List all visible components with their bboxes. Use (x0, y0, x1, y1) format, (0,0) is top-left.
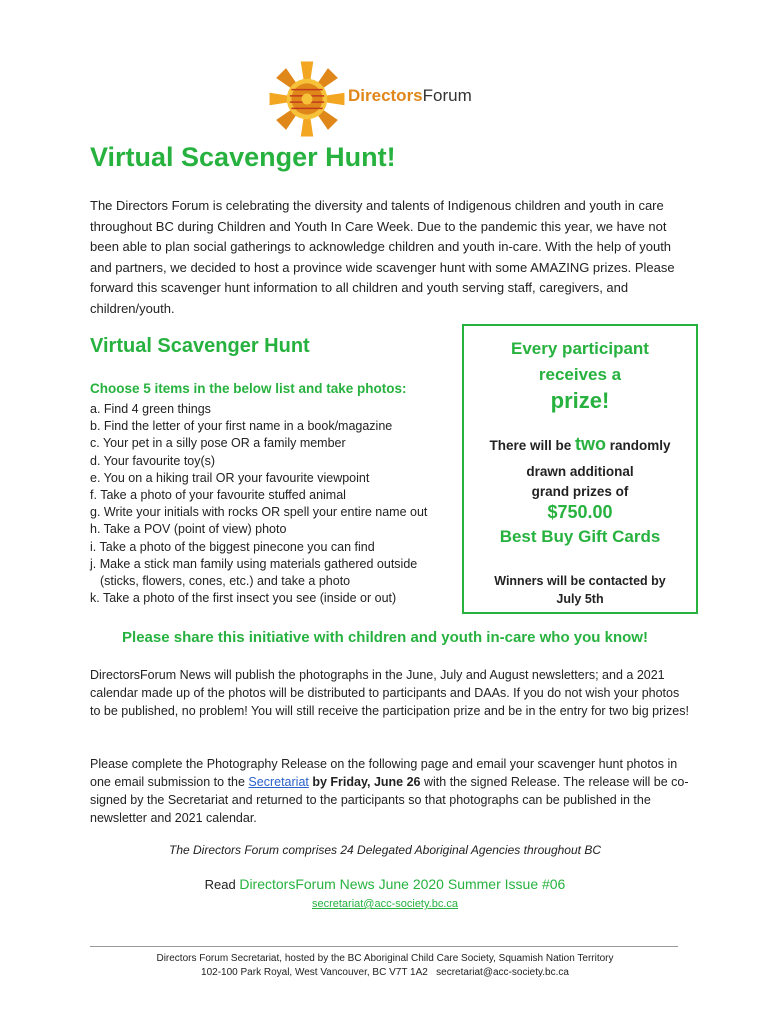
agencies-note: The Directors Forum comprises 24 Delegated Aboriginal Agencies throughout BC (169, 843, 601, 857)
list-item: k. Take a photo of the first insect you see (inside or out) (90, 591, 397, 606)
hunt-heading: Virtual Scavenger Hunt (90, 335, 310, 357)
list-item: h. Take a POV (point of view) photo (90, 522, 287, 537)
secretariat-link[interactable]: Secretariat (248, 775, 309, 789)
footer (0, 952, 770, 980)
footer-line-2: 102-100 Park Royal, West Vancouver, BC V7T 1A2 secretariat@acc-society.bc.ca (201, 967, 569, 978)
prize-intro: Every participant receives a (511, 339, 649, 384)
list-item: g. Write your initials with rocks OR spell your entire name out (90, 505, 428, 520)
prize-callout-box (462, 324, 698, 614)
email-line (0, 898, 770, 910)
gift-card-label: Best Buy Gift Cards (499, 527, 661, 546)
page-title: Virtual Scavenger Hunt! (90, 142, 396, 172)
winners-notice: Winners will be contacted by July 5th (494, 574, 666, 606)
prize-amount: $750.00 (547, 502, 613, 522)
prize-word: prize! (550, 388, 610, 413)
list-item: f. Take a photo of your favourite stuffed animal (90, 488, 346, 503)
list-item: j. Make a stick man family using materials gathered outside (90, 556, 418, 571)
logo-wordmark (348, 86, 472, 106)
list-item-continuation: (sticks, flowers, cones, etc.) and take a photo (100, 574, 351, 589)
share-heading: Please share this initiative with children and youth in-care who you know! (122, 629, 648, 646)
list-item: a. Find 4 green things (90, 402, 211, 416)
sun-star-logo-icon (268, 60, 346, 138)
read-newsletter-line: Read DirectorsForum News June 2020 Summer Issue #06 (204, 876, 566, 892)
newsletter-paragraph: DirectorsForum News will publish the photographs in the June, July and August newsletters; and a 2021 calendar made up of the photos will be distributed to participants and DAAs. If you do not wish your photos to be published, no problem! You will still receive the participation prize and be in the entry for two big prizes! (90, 668, 689, 718)
grand-prize-count: There will be two randomly (489, 434, 671, 454)
logo-brand-rest: Forum (422, 86, 472, 105)
directors-forum-logo (268, 60, 508, 140)
list-item: c. Your pet in a silly pose OR a family member (90, 436, 346, 451)
newsletter-link[interactable]: DirectorsForum News June 2020 Summer Issue #06 (239, 876, 566, 892)
scavenger-item-list (90, 401, 460, 607)
list-item: e. You on a hiking trail OR your favourite viewpoint (90, 470, 370, 485)
grand-prize-description: drawn additional grand prizes of (526, 464, 634, 499)
footer-line-1: Directors Forum Secretariat, hosted by the BC Aboriginal Child Care Society, Squamish Nation Territory (156, 953, 614, 964)
deadline-text: by Friday, June 26 (312, 775, 421, 789)
logo-brand-bold: Directors (348, 86, 423, 105)
email-link[interactable]: secretariat@acc-society.bc.ca (311, 898, 459, 910)
list-item: i. Take a photo of the biggest pinecone you can find (90, 539, 375, 554)
footer-divider (90, 946, 678, 947)
release-paragraph: Please complete the Photography Release on the following page and email your scavenger hunt photos in one email submission to the Secretariat by Friday, June 26 with the signed Release. The release will be co-signed by the Secretariat and returned to the participants so that photographs can be published in the newsletter and 2021 calendar. (90, 757, 689, 825)
list-item: d. Your favourite toy(s) (90, 453, 216, 468)
list-item: b. Find the letter of your first name in a book/magazine (90, 419, 393, 434)
choose-instruction: Choose 5 items in the below list and take photos: (90, 381, 407, 396)
intro-paragraph: The Directors Forum is celebrating the diversity and talents of Indigenous children and youth in care throughout BC during Children and Youth In Care Week. Due to the pandemic this year, we have not been able to plan social gatherings to acknowledge children and youth in-care. With the help of youth and partners, we decided to host a province wide scavenger hunt with some AMAZING prizes. Please forward this scavenger hunt information to all children and youth serving staff, caregivers, and children/youth. (90, 198, 675, 316)
